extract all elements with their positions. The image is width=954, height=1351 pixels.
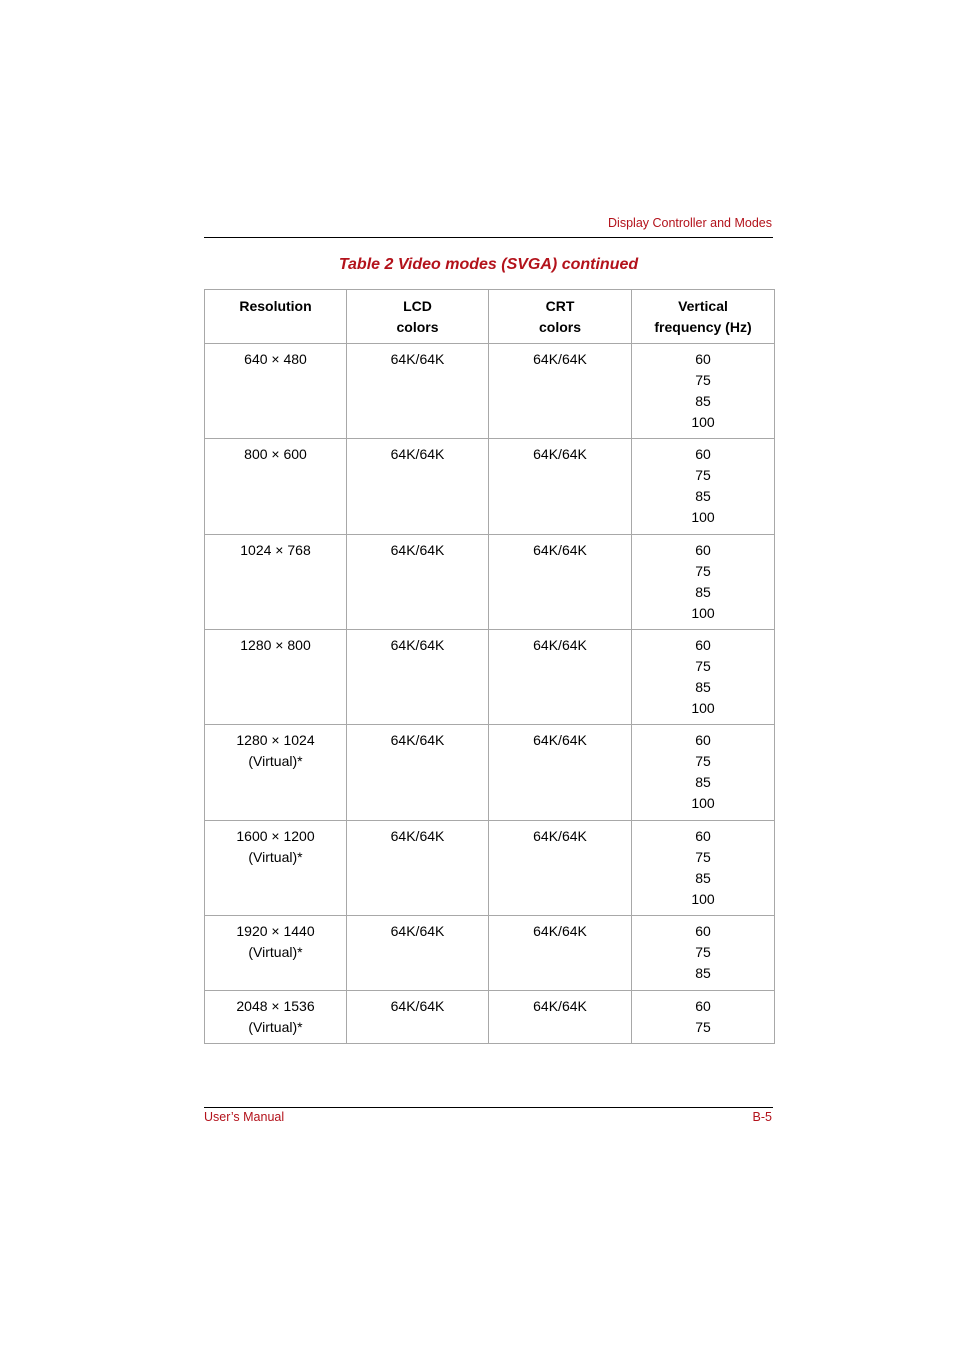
lcd-colors-cell: 64K/64K	[347, 916, 489, 991]
lcd-colors-cell: 64K/64K	[347, 535, 489, 630]
lcd-colors-cell: 64K/64K	[347, 821, 489, 916]
frequency-cell-line: 75	[695, 372, 711, 388]
frequency-cell-line: 75	[695, 849, 711, 865]
table-header-row	[205, 290, 775, 344]
frequency-cell-line: 100	[691, 605, 715, 621]
resolution-cell	[205, 916, 347, 991]
frequency-cell-line: 75	[695, 1019, 711, 1035]
resolution-cell-line: 1600 × 1200	[236, 828, 315, 844]
frequency-cell-line: 75	[695, 563, 711, 579]
frequency-cell-line: 85	[695, 965, 711, 981]
running-header: Display Controller and Modes	[608, 216, 772, 230]
frequency-cell-line: 100	[691, 891, 715, 907]
frequency-cell	[632, 821, 775, 916]
frequency-cell-line: 85	[695, 774, 711, 790]
frequency-cell-line: 60	[695, 828, 711, 844]
table-row	[205, 725, 775, 821]
frequency-cell	[632, 630, 775, 725]
table-title: Table 2 Video modes (SVGA) continued	[338, 256, 639, 273]
frequency-cell-line: 75	[695, 944, 711, 960]
video-modes-table	[204, 289, 775, 1044]
column-header-line: colors	[538, 319, 581, 335]
column-header	[347, 290, 489, 344]
footer-rule	[204, 1107, 773, 1108]
resolution-cell-line: (Virtual)*	[248, 944, 303, 960]
crt-colors-cell: 64K/64K	[489, 916, 632, 991]
frequency-cell-line: 60	[695, 923, 711, 939]
frequency-cell-line: 85	[695, 679, 711, 695]
column-header	[632, 290, 775, 344]
crt-colors-cell: 64K/64K	[489, 439, 632, 535]
lcd-colors-cell: 64K/64K	[347, 630, 489, 725]
crt-colors-cell: 64K/64K	[489, 344, 632, 439]
resolution-cell-line: (Virtual)*	[248, 849, 303, 865]
frequency-cell-line: 60	[695, 351, 711, 367]
resolution-cell	[205, 725, 347, 821]
frequency-cell	[632, 535, 775, 630]
frequency-cell-line: 60	[695, 637, 711, 653]
resolution-cell-line: 640 × 480	[244, 351, 307, 367]
column-header-line: LCD	[403, 298, 432, 314]
frequency-cell-line: 100	[691, 700, 715, 716]
crt-colors-cell: 64K/64K	[489, 535, 632, 630]
table-body	[205, 344, 775, 1044]
footer-manual-title: User’s Manual	[204, 1110, 285, 1124]
crt-colors-cell: 64K/64K	[489, 630, 632, 725]
table-row	[205, 991, 775, 1044]
frequency-cell-line: 85	[695, 870, 711, 886]
resolution-cell-line: (Virtual)*	[248, 753, 303, 769]
frequency-cell-line: 85	[695, 393, 711, 409]
frequency-cell	[632, 725, 775, 821]
resolution-cell	[205, 821, 347, 916]
resolution-cell	[205, 630, 347, 725]
resolution-cell-line: 1920 × 1440	[236, 923, 315, 939]
frequency-cell-line: 100	[691, 414, 715, 430]
column-header-line: frequency (Hz)	[654, 319, 752, 335]
frequency-cell	[632, 916, 775, 991]
resolution-cell	[205, 991, 347, 1044]
resolution-cell-line: 1024 × 768	[240, 542, 311, 558]
crt-colors-cell: 64K/64K	[489, 725, 632, 821]
resolution-cell	[205, 535, 347, 630]
table-row	[205, 630, 775, 725]
crt-colors-cell: 64K/64K	[489, 991, 632, 1044]
frequency-cell-line: 85	[695, 584, 711, 600]
frequency-cell-line: 60	[695, 998, 711, 1014]
table-row	[205, 344, 775, 439]
frequency-cell-line: 85	[695, 488, 711, 504]
frequency-cell-line: 75	[695, 753, 711, 769]
table-row	[205, 535, 775, 630]
resolution-cell-line: 800 × 600	[244, 446, 307, 462]
header-rule	[204, 237, 773, 238]
resolution-cell	[205, 439, 347, 535]
lcd-colors-cell: 64K/64K	[347, 725, 489, 821]
column-header-line: Resolution	[239, 298, 312, 314]
page-number: B-5	[752, 1110, 772, 1124]
resolution-cell-line: 1280 × 800	[240, 637, 311, 653]
frequency-cell-line: 75	[695, 467, 711, 483]
column-header-line: Vertical	[678, 298, 728, 314]
table-header	[205, 290, 775, 344]
resolution-cell-line: 1280 × 1024	[236, 732, 315, 748]
column-header	[205, 290, 347, 344]
frequency-cell-line: 75	[695, 658, 711, 674]
table-row	[205, 821, 775, 916]
frequency-cell-line: 60	[695, 732, 711, 748]
frequency-cell	[632, 439, 775, 535]
frequency-cell-line: 100	[691, 795, 715, 811]
frequency-cell	[632, 344, 775, 439]
frequency-cell-line: 60	[695, 446, 711, 462]
resolution-cell-line: 2048 × 1536	[236, 998, 315, 1014]
table-row	[205, 439, 775, 535]
column-header-line: CRT	[545, 298, 575, 314]
column-header-line: colors	[396, 319, 439, 335]
crt-colors-cell: 64K/64K	[489, 821, 632, 916]
frequency-cell-line: 100	[691, 509, 715, 525]
resolution-cell	[205, 344, 347, 439]
lcd-colors-cell: 64K/64K	[347, 344, 489, 439]
frequency-cell-line: 60	[695, 542, 711, 558]
lcd-colors-cell: 64K/64K	[347, 991, 489, 1044]
column-header	[489, 290, 632, 344]
resolution-cell-line: (Virtual)*	[248, 1019, 303, 1035]
lcd-colors-cell: 64K/64K	[347, 439, 489, 535]
table-row	[205, 916, 775, 991]
frequency-cell	[632, 991, 775, 1044]
